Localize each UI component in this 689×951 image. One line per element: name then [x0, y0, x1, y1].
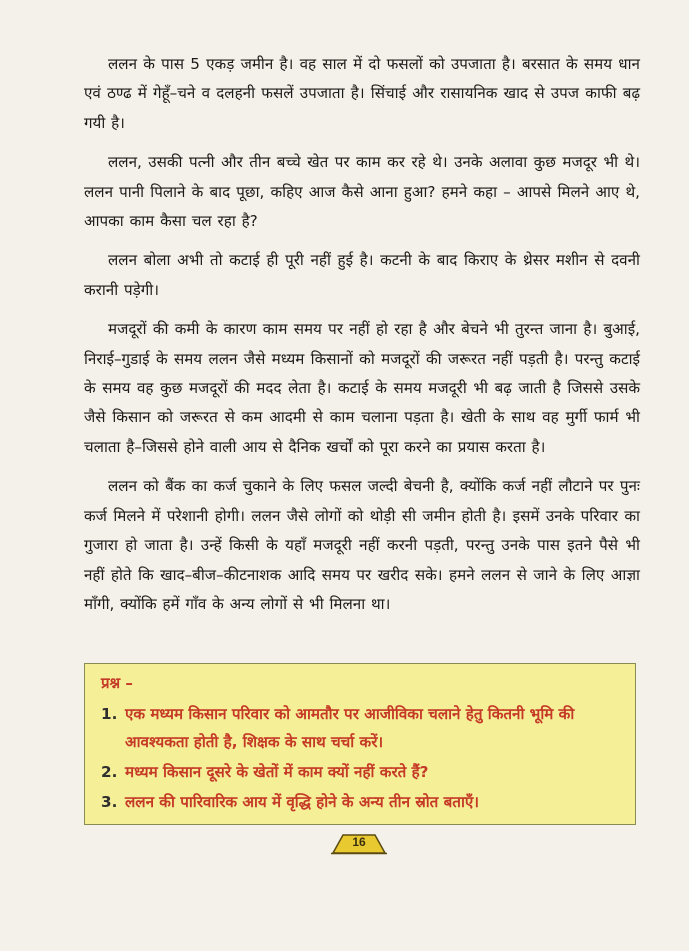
question-text: ललन की पारिवारिक आय में वृद्धि होने के अन्य तीन स्रोत बताएँ।: [125, 793, 480, 811]
paragraph-2: ललन, उसकी पत्नी और तीन बच्चे खेत पर काम कर रहे थे। उनके अलावा कुछ मजदूर भी थे। ललन पानी पिलाने के बाद पूछा, कहिए आज कैसे आना हुआ? हमने कहा – आपसे मिलने आए थे, आपका काम कैसा चल रहा है?: [84, 153, 640, 231]
question-heading: प्रश्न –: [101, 674, 133, 692]
question-item-2: [101, 758, 621, 786]
paragraph-1: ललन के पास 5 एकड़ जमीन है। वह साल में दो फसलों को उपजाता है। बरसात के समय धान एवं ठण्ढ में गेहूँ–चने व दलहनी फसलें उपजाता है। सिंचाई और रासायनिक खाद से उपज काफी बढ़ गयी है।: [84, 55, 640, 132]
paragraph-4: मजदूरों की कमी के कारण काम समय पर नहीं हो रहा है और बेचने भी तुरन्त जाना है। बुआई, निराई–गुडाई के समय ललन जैसे मध्यम किसानों को मजदूरों की जरूरत नहीं पड़ती है। परन्तु कटाई के समय वह कुछ मजदूरों की मदद लेता है। कटाई के समय मजदूरी भी बढ़ जाती है जिससे उसके जैसे किसान को जरूरत से कम आदमी से काम चलाना पड़ता है। खेती के साथ वह मुर्गी फार्म भी चलाता है–जिससे होने वाली आय से दैनिक खर्चों को पूरा करने का प्रयास करता है।: [84, 320, 640, 456]
question-item-3: [101, 788, 621, 816]
page-number: 16: [352, 835, 366, 849]
question-number: 1.: [101, 705, 118, 723]
page-number-badge: [331, 833, 387, 855]
question-text: मध्यम किसान दूसरे के खेतों में काम क्यों नहीं करते हैं?: [125, 763, 429, 781]
question-box: [84, 663, 636, 825]
paragraph-3: ललन बोला अभी तो कटाई ही पूरी नहीं हुई है। कटनी के बाद किराए के थ्रेसर मशीन से दवनी करानी पड़ेगी।: [84, 251, 640, 299]
question-number: 3.: [101, 793, 118, 811]
question-list: [101, 700, 621, 816]
question-text: एक मध्यम किसान परिवार को आमतौर पर आजीविका चलाने हेतु कितनी भूमि की आवश्यकता होती है, शिक्षक के साथ चर्चा करें।: [125, 705, 575, 751]
question-number: 2.: [101, 763, 118, 781]
page-body: [84, 50, 640, 623]
paragraph-5: ललन को बैंक का कर्ज चुकाने के लिए फसल जल्दी बेचनी है, क्योंकि कर्ज नहीं लौटाने पर पुनः कर्ज मिलने में परेशानी होगी। ललन जैसे लोगों को थोड़ी सी जमीन होती है। इसमें उनके परिवार का गुजारा हो जाता है। उन्हें किसी के यहाँ मजदूरी नहीं करनी पड़ती, परन्तु उनके पास इतने पैसे भी नहीं होते कि खाद–बीज–कीटनाशक आदि समय पर खरीद सके। हमने ललन से जाने के लिए आज्ञा माँगी, क्योंकि हमें गाँव के अन्य लोगों से भी मिलना था।: [84, 477, 640, 613]
question-item-1: [101, 700, 621, 756]
